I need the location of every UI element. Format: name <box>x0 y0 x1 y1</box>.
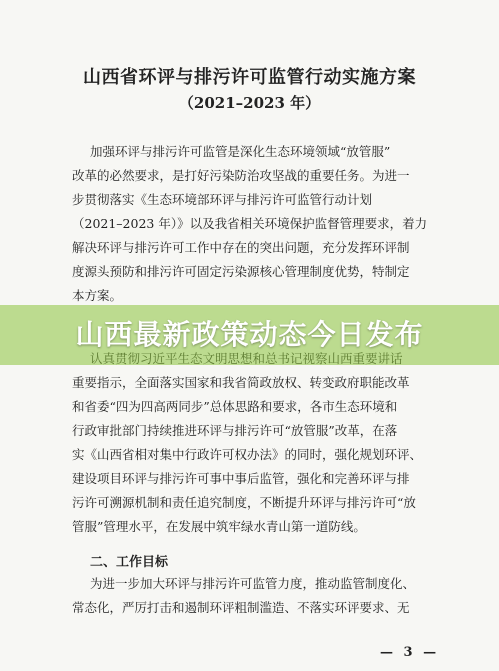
paragraph2-line: 实《山西省相对集中行政许可权办法》的同时，强化规划环评、 <box>72 447 423 462</box>
banner-headline: 山西最新政策动态今日发布 <box>75 318 424 351</box>
paragraph1-line: （2021–2023 年）》以及我省相关环境保护监督管理要求，着力 <box>72 216 428 231</box>
section-heading-goals: 二、工作目标 <box>90 555 169 570</box>
headline-banner <box>0 305 499 365</box>
paragraph2-line: 污许可溯源机制和责任追究制度，不断提升环评与排污许可“放 <box>72 495 416 510</box>
paragraph1-line: 加强环评与排污许可监管是深化生态环境领域“放管服” <box>90 144 391 159</box>
paragraph1-line: 改革的必然要求，是打好污染防治攻坚战的重要任务。为进一 <box>72 168 410 183</box>
paragraph2-line: 建设项目环评与排污许可事中事后监管，强化和完善环评与排 <box>72 471 410 486</box>
paragraph1-line: 度源头预防和排污许可固定污染源核心管理制度优势，特制定 <box>72 264 410 279</box>
document-title: 山西省环评与排污许可监管行动实施方案 <box>83 67 416 88</box>
paragraph1-line: 步贯彻落实《生态环境部环评与排污许可监管行动计划 <box>72 192 373 207</box>
paragraph1-line: 解决环评与排污许可工作中存在的突出问题，充分发挥环评制 <box>72 240 410 255</box>
paragraph3-line: 为进一步加大环评与排污许可监管力度，推动监管制度化、 <box>90 576 416 591</box>
paragraph2-line: 管服”管理水平，在发展中筑牢绿水青山第一道防线。 <box>72 519 366 534</box>
page-number: — 3 — <box>380 645 440 660</box>
document-subtitle: （2021–2023 年） <box>178 94 321 112</box>
paragraph1-line: 本方案。 <box>72 288 123 303</box>
paragraph2-line: 重要指示，全面落实国家和我省简政放权、转变政府职能改革 <box>72 375 410 390</box>
paragraph2-line: 行政审批部门持续推进环评与排污许可“放管服”改革，在落 <box>72 423 398 438</box>
paragraph3-line: 常态化，严厉打击和遏制环评粗制滥造、不落实环评要求、无 <box>72 600 410 615</box>
paragraph2-line: 和省委“四为四高两同步”总体思路和要求，各市生态环境和 <box>72 399 398 414</box>
